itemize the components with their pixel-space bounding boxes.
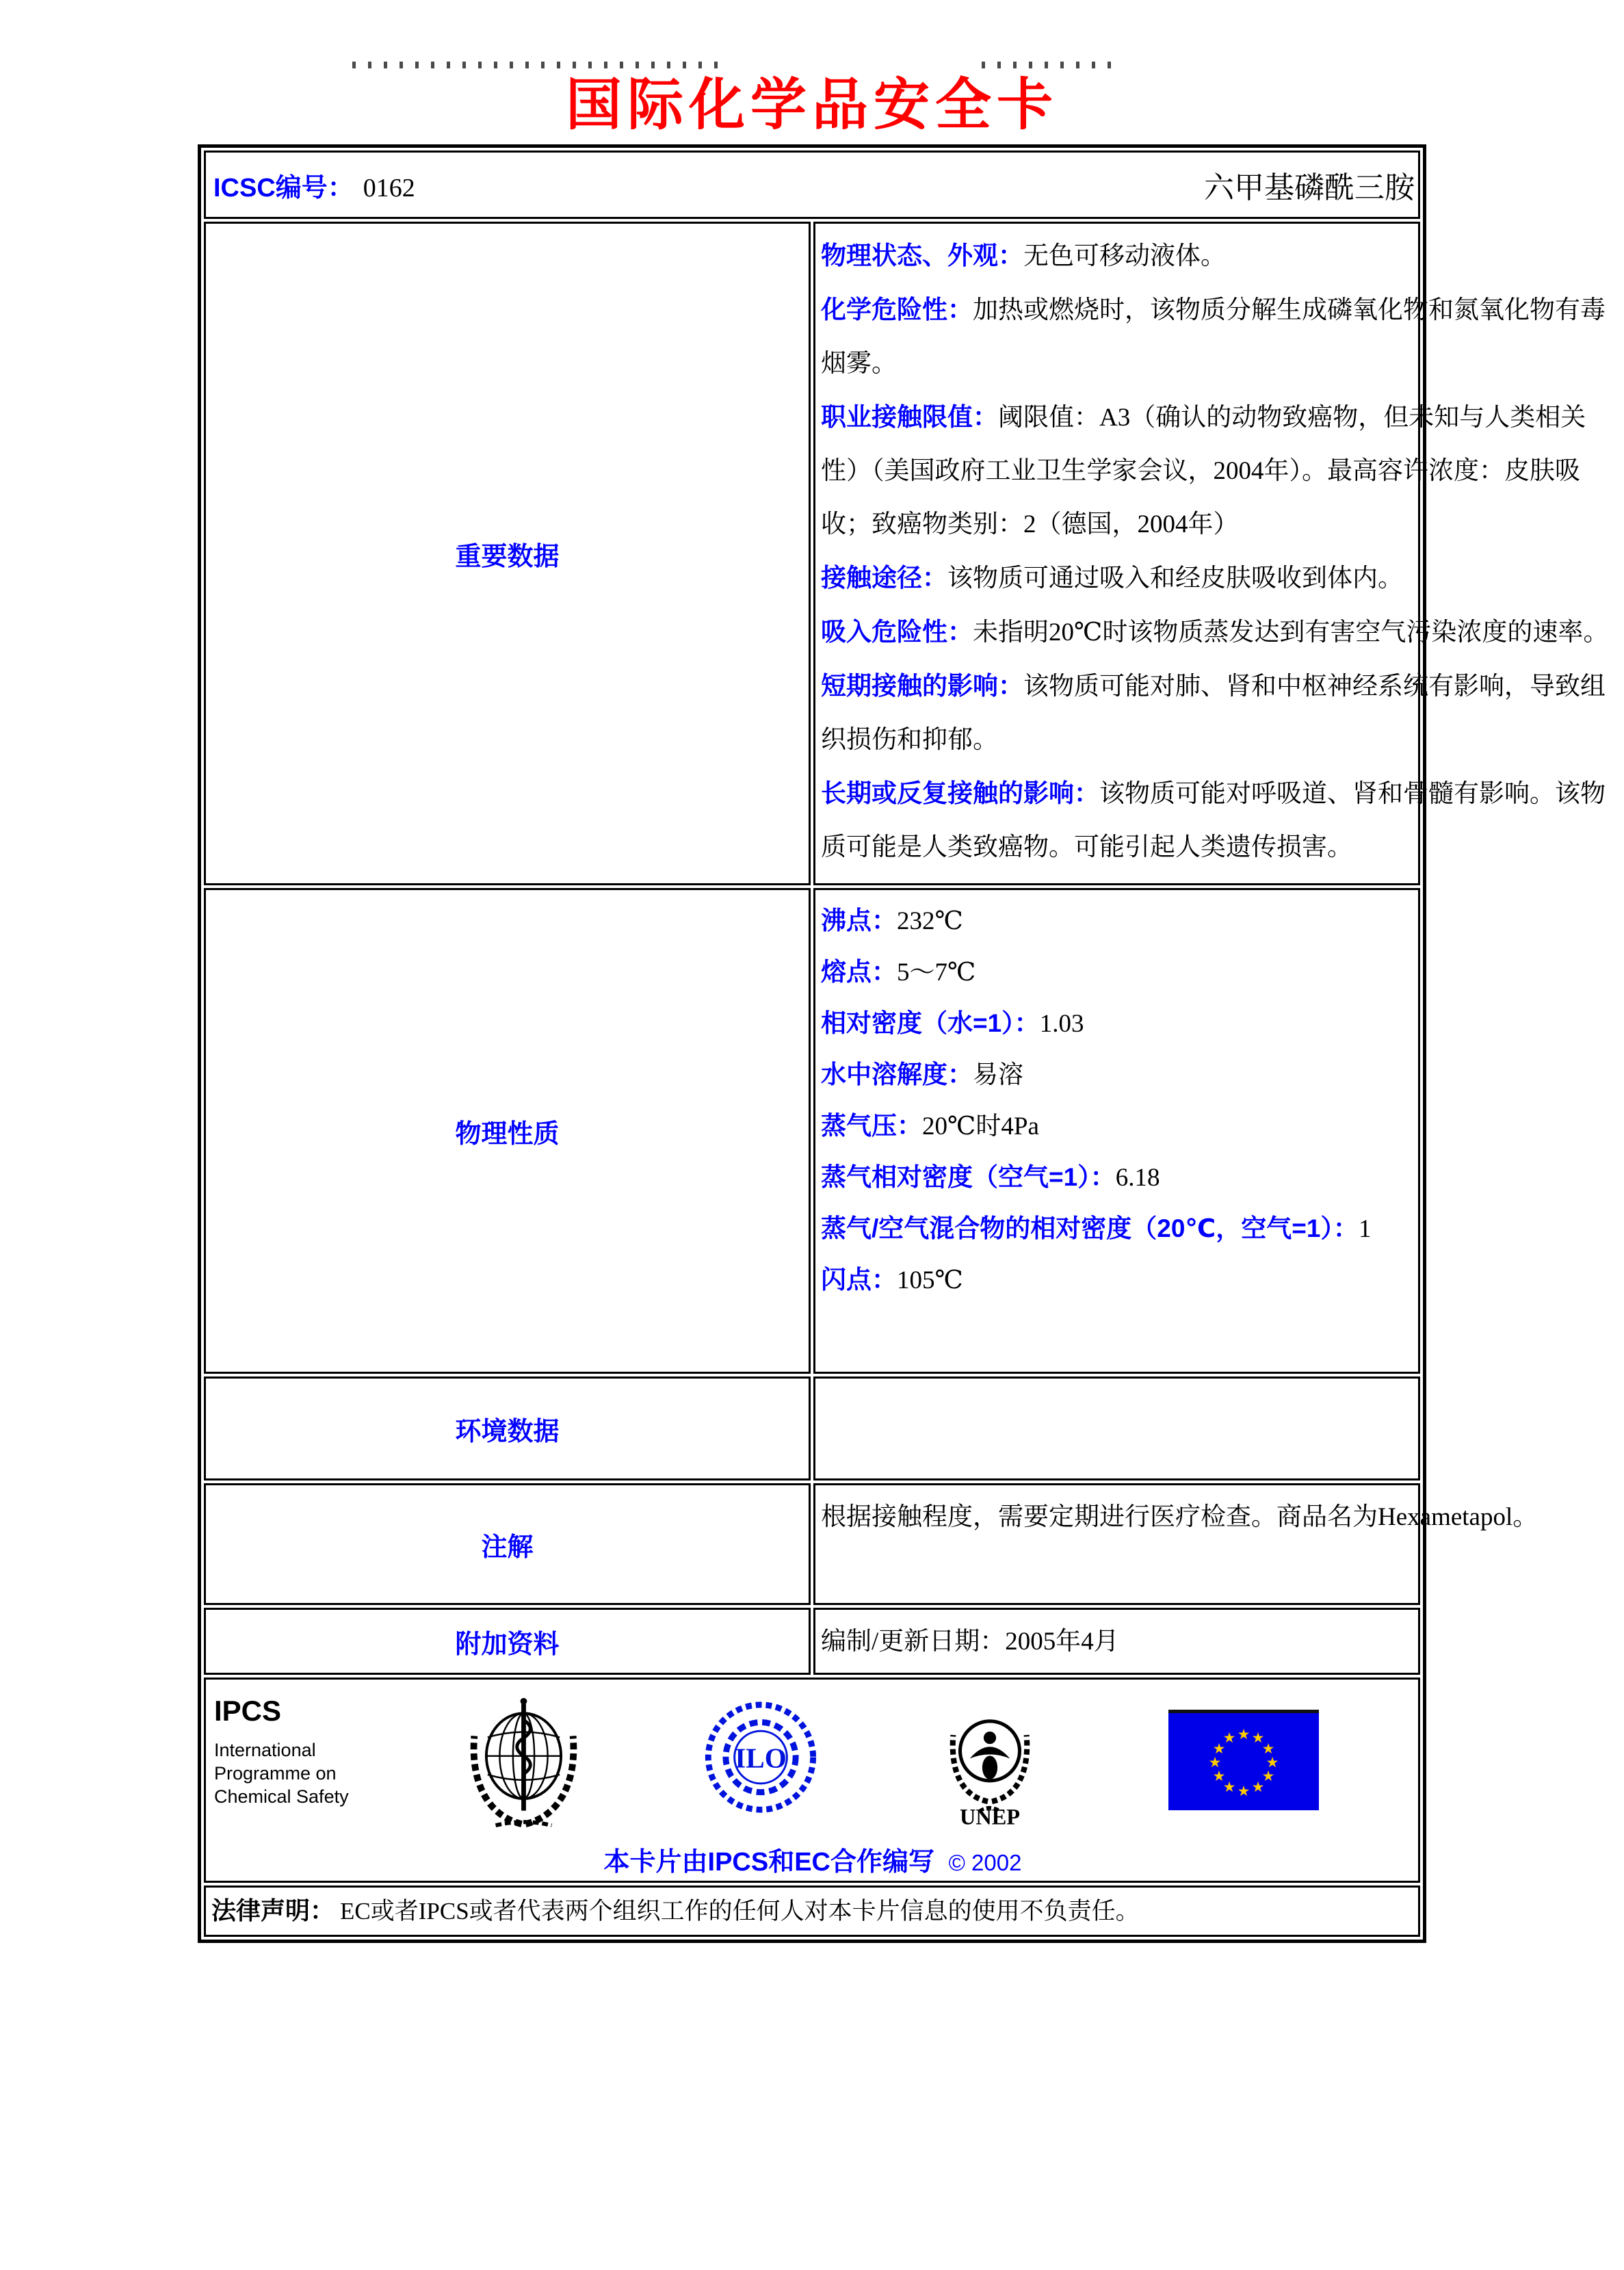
physical-properties-content: [813, 888, 1420, 1374]
text-line: [821, 1049, 1414, 1101]
field-label: 蒸气/空气混合物的相对密度（20℃，空气=1）：: [821, 1214, 1359, 1242]
field-text: 编制/更新日期：2005年4月: [821, 1628, 1119, 1656]
eu-flag-icon: [1168, 1710, 1319, 1810]
notes-row: [204, 1483, 1420, 1605]
legal-row: [204, 1886, 1420, 1937]
logos-row: [204, 1678, 1420, 1883]
text-line: [821, 337, 1414, 391]
important-data-content: [813, 222, 1609, 885]
svg-text:★: ★: [1212, 1768, 1226, 1784]
field-text: 无色可移动液体。: [1023, 242, 1226, 270]
icsc-header-cell: [204, 151, 1420, 219]
svg-text:★: ★: [1237, 1783, 1250, 1799]
field-label: 长期或反复接触的影响：: [821, 779, 1099, 807]
field-text: 易溶: [973, 1061, 1023, 1089]
additional-info-content: [813, 1608, 1420, 1675]
svg-text:★: ★: [1237, 1726, 1250, 1743]
svg-text:★: ★: [1261, 1740, 1275, 1757]
text-line: [821, 896, 1414, 947]
field-label: 职业接触限值：: [821, 403, 998, 431]
field-label: 沸点：: [821, 906, 897, 935]
ilo-logo-text: ILO: [735, 1742, 787, 1774]
text-line: [821, 1203, 1414, 1255]
footer-caption: [214, 1840, 1411, 1878]
field-label: 接触途径：: [821, 564, 947, 592]
additional-info-row: [204, 1608, 1420, 1675]
chemical-name: 六甲基磷酰三胺: [1204, 171, 1415, 205]
section-label-additional-info: 附加资料: [204, 1608, 811, 1675]
text-line: [821, 1615, 1414, 1669]
ipcs-title: IPCS: [214, 1695, 282, 1727]
field-text: 质可能是人类致癌物。可能引起人类遗传损害。: [821, 833, 1352, 861]
field-text: 该物质可能对呼吸道、肾和骨髓有影响。该物: [1099, 780, 1606, 808]
field-label: 熔点：: [821, 958, 897, 986]
field-text: 收；致癌物类别：2（德国，2004年）: [821, 510, 1239, 538]
field-label: 短期接触的影响：: [821, 672, 1023, 700]
field-text: 20℃时4Pa: [922, 1112, 1039, 1140]
text-line: [821, 1152, 1414, 1203]
notes-content: [813, 1483, 1538, 1605]
svg-text:★: ★: [1251, 1779, 1265, 1795]
unep-logo-text: UNEP: [959, 1805, 1021, 1827]
text-line: [821, 445, 1580, 498]
physical-properties-row: [204, 888, 1420, 1374]
text-line: [821, 1255, 1414, 1306]
environmental-data-content: [813, 1377, 1420, 1480]
field-text: 该物质可能对肺、肾和中枢神经系统有影响，导致组: [1023, 673, 1606, 701]
text-line: [821, 1101, 1414, 1152]
field-label: 闪点：: [821, 1266, 897, 1294]
unep-logo: [931, 1699, 1049, 1827]
field-text: 5～7℃: [897, 958, 976, 987]
environmental-data-row: [204, 1377, 1420, 1480]
svg-text:★: ★: [1251, 1730, 1265, 1746]
text-line: [821, 551, 1414, 605]
svg-text:★: ★: [1222, 1730, 1236, 1746]
text-line: [821, 229, 1414, 283]
field-text: 根据接触程度，需要定期进行医疗检查。商品名为Hexametapol。: [821, 1503, 1538, 1531]
text-line: [821, 714, 1414, 767]
logos-cell: [204, 1678, 1420, 1883]
ilo-logo: [700, 1699, 822, 1816]
field-text: 织损伤和抑郁。: [821, 726, 998, 754]
text-line: [821, 767, 1606, 821]
ipcs-subtitle-line3: Chemical Safety: [214, 1786, 349, 1807]
section-label-physical-properties: 物理性质: [204, 888, 811, 1374]
field-text: 阈限值：A3（确认的动物致癌物，但未知与人类相关: [998, 404, 1586, 432]
svg-text:★: ★: [1261, 1768, 1275, 1784]
section-label-environmental-data: 环境数据: [204, 1377, 811, 1480]
field-label: 水中溶解度：: [821, 1060, 973, 1088]
svg-text:★: ★: [1212, 1740, 1226, 1757]
text-line: [821, 283, 1606, 337]
footer-copyright: © 2002: [948, 1850, 1022, 1875]
text-line: [821, 660, 1606, 714]
page-title: 国际化学品安全卡: [565, 74, 1058, 136]
field-text: 105℃: [897, 1266, 963, 1294]
icsc-number-label: ICSC编号：: [213, 173, 354, 203]
field-text: 烟雾。: [821, 350, 897, 378]
safety-card-table: [198, 144, 1609, 1943]
field-text: 232℃: [897, 907, 963, 935]
field-label: 化学危险性：: [821, 296, 973, 324]
field-label: 相对密度（水=1）：: [821, 1009, 1040, 1037]
field-text: 性）（美国政府工业卫生学家会议，2004年）。最高容许浓度：皮肤吸: [821, 457, 1580, 485]
ipcs-subtitle-line1: International: [214, 1740, 316, 1760]
text-line: [821, 947, 1414, 998]
text-line: [821, 998, 1414, 1049]
icsc-header-row: [204, 151, 1420, 219]
field-text: 1: [1358, 1215, 1372, 1243]
field-label: 物理状态、外观：: [821, 242, 1023, 270]
field-text: 加热或燃烧时，该物质分解生成磷氧化物和氮氧化物有毒: [973, 296, 1606, 324]
text-line: [821, 821, 1414, 874]
ipcs-text-block: [214, 1688, 389, 1808]
svg-text:★: ★: [1222, 1779, 1236, 1795]
text-line: [821, 1491, 1538, 1544]
ipcs-subtitle-line2: Programme on: [214, 1763, 337, 1784]
who-logo: [457, 1691, 590, 1831]
field-label: 蒸气压：: [821, 1112, 922, 1140]
legal-text: EC或者IPCS或者代表两个组织工作的任何人对本卡片信息的使用不负责任。: [340, 1898, 1140, 1925]
icsc-number-group: [213, 166, 415, 204]
icsc-number-value: 0162: [363, 173, 415, 203]
field-text: 该物质可通过吸入和经皮肤吸收到体内。: [947, 564, 1403, 592]
clipped-text-fragment-left: [352, 62, 725, 68]
svg-text:★: ★: [1208, 1754, 1222, 1771]
field-label: 蒸气相对密度（空气=1）：: [821, 1163, 1116, 1191]
field-label: 吸入危险性：: [821, 618, 973, 646]
important-data-row: [204, 222, 1420, 885]
legal-cell: [204, 1886, 1420, 1937]
text-line: [821, 605, 1609, 660]
section-label-notes: 注解: [204, 1483, 811, 1605]
legal-label: 法律声明：: [211, 1896, 335, 1925]
section-label-important-data: 重要数据: [204, 222, 811, 885]
svg-text:★: ★: [1266, 1754, 1279, 1771]
field-text: 1.03: [1039, 1010, 1084, 1038]
field-text: 未指明20℃时该物质蒸发达到有害空气污染浓度的速率。: [973, 618, 1609, 647]
field-text: 6.18: [1115, 1164, 1160, 1192]
clipped-text-fragment-right: [982, 62, 1112, 68]
text-line: [821, 391, 1586, 445]
text-line: [821, 498, 1414, 551]
footer-caption-text: 本卡片由IPCS和EC合作编写: [603, 1848, 934, 1877]
